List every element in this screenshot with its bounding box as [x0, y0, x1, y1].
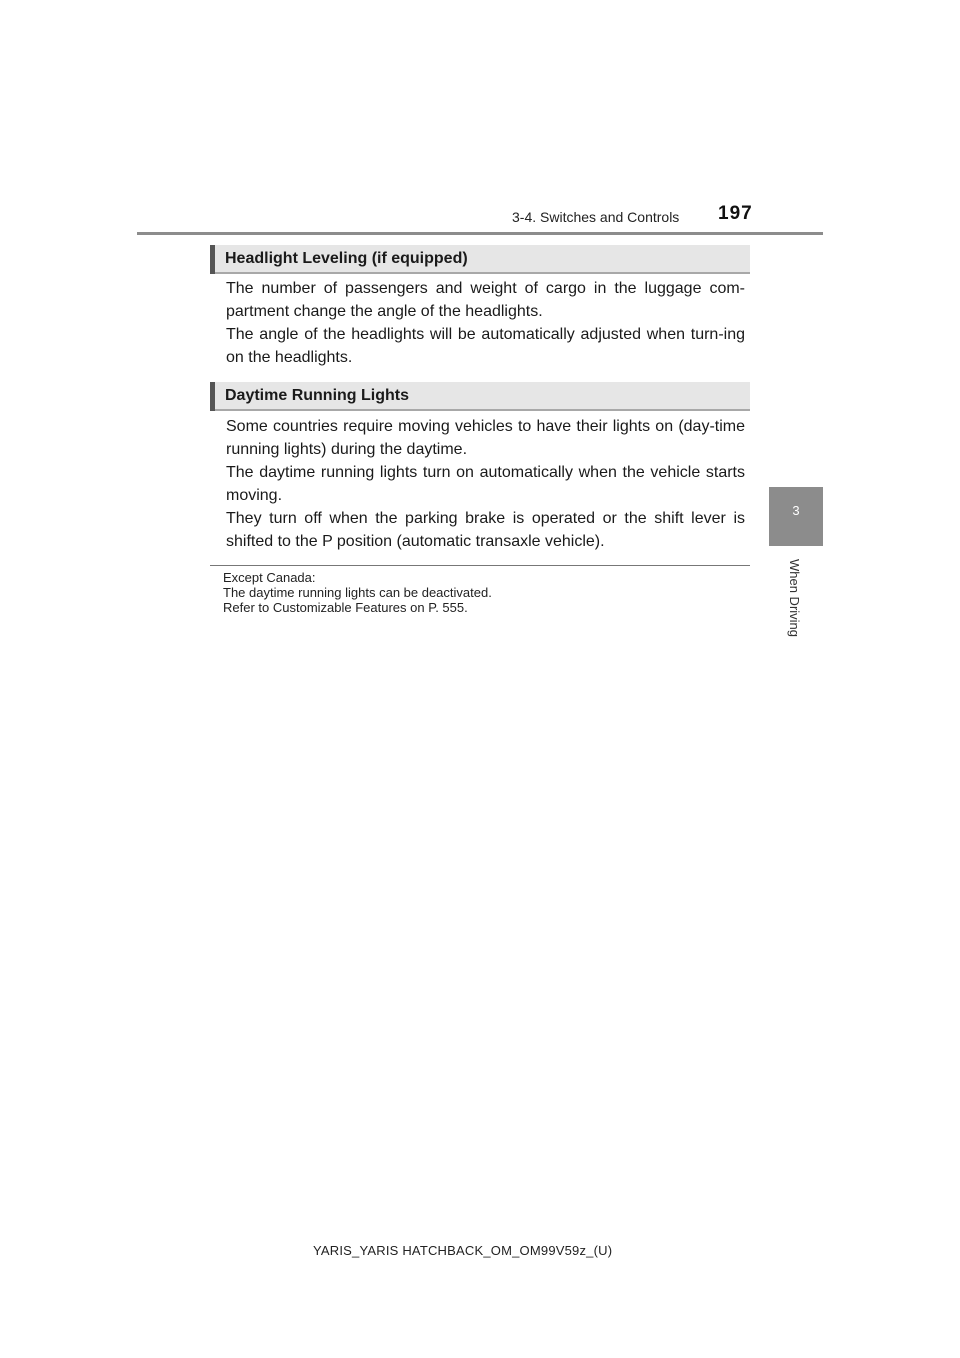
header-section-title: 3-4. Switches and Controls [512, 209, 680, 225]
footnote-line: Except Canada: [223, 570, 316, 585]
paragraph: The daytime running lights turn on automatically when the vehicle starts moving. [226, 464, 745, 504]
heading-accent-bar [210, 245, 215, 274]
section-heading-headlight-leveling [210, 245, 750, 274]
paragraph: Some countries require moving vehicles to have their lights on (day-time running lights) during the daytime. [226, 418, 745, 458]
paragraph: They turn off when the parking brake is operated or the shift lever is shifted to the P position (automatic transaxle vehicle). [226, 510, 745, 550]
footnote-line: The daytime running lights can be deactivated. [223, 585, 492, 600]
heading-accent-bar [210, 382, 215, 411]
section-title: Headlight Leveling (if equipped) [225, 250, 468, 267]
document-id: YARIS_YARIS HATCHBACK_OM_OM99V59z_(U) [313, 1243, 613, 1258]
chapter-title: When Driving [787, 558, 802, 638]
section-title: Daytime Running Lights [225, 387, 409, 404]
header-divider [137, 232, 823, 235]
footnote-line: Refer to Customizable Features on P. 555. [223, 600, 468, 615]
paragraph: The angle of the headlights will be automatically adjusted when turn-ing on the headlights. [226, 326, 745, 366]
paragraph: The number of passengers and weight of cargo in the luggage com-partment change the angle of the headlights. [226, 280, 745, 320]
page-number: 197 [718, 203, 753, 224]
section-heading-daytime-running-lights [210, 382, 750, 411]
chapter-number: 3 [792, 503, 800, 518]
footnote-divider [210, 565, 750, 566]
